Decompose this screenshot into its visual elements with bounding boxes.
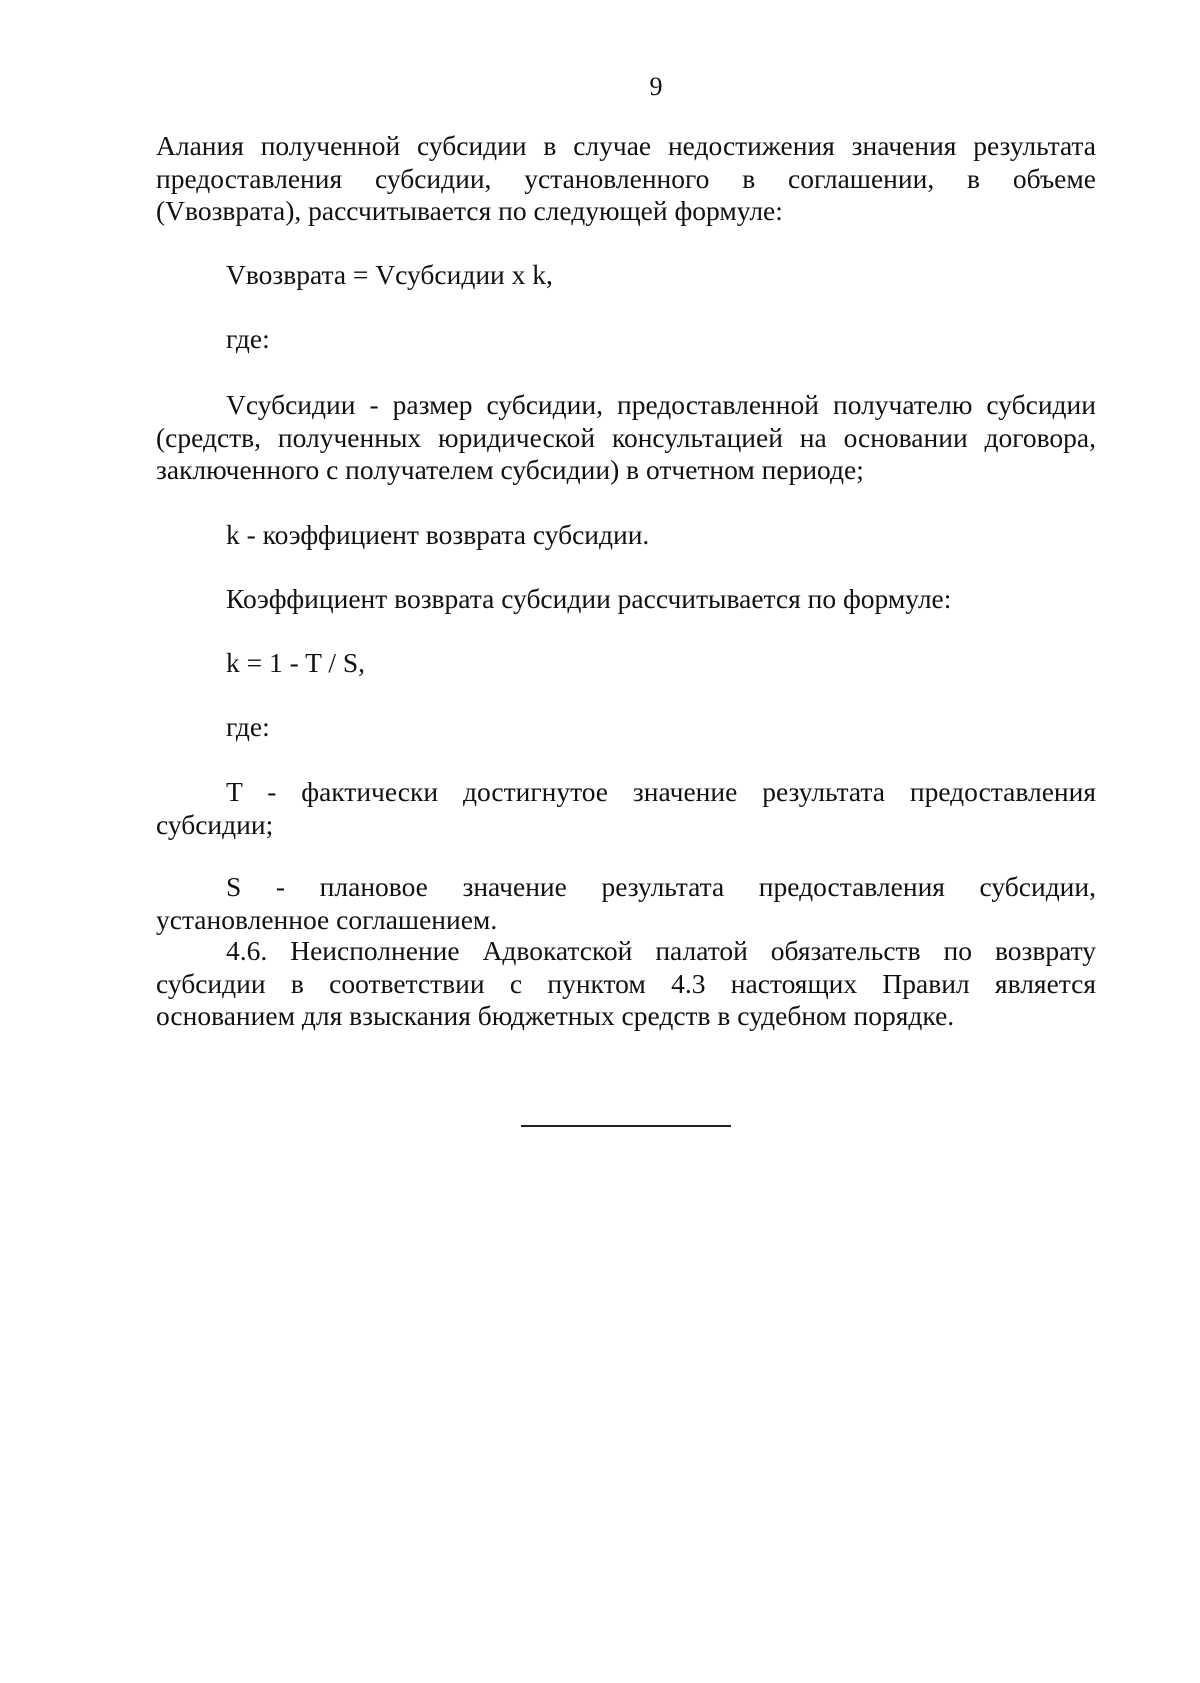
- end-of-document-rule: [521, 1125, 731, 1127]
- t-definition: [156, 776, 1096, 841]
- where-label-2: где:: [226, 711, 270, 742]
- return-formula: Vвозврата = Vсубсидии x k,: [226, 259, 553, 290]
- p46-line-3: основанием для взыскания бюджетных средств в судебном порядке.: [156, 1000, 955, 1031]
- intro-line-2: предоставления субсидии, установленного в соглашении, в объеме: [156, 162, 1096, 194]
- where-label-1: где:: [226, 323, 270, 354]
- k-formula: k = 1 - T / S,: [226, 647, 366, 678]
- vsubsidy-line-2: (средств, полученных юридической консультацией на основании договора,: [156, 421, 1096, 453]
- k-definition: k - коэффициент возврата субсидии.: [226, 519, 650, 550]
- s-line-1: S - плановое значение результата предоставления субсидии,: [226, 871, 1096, 902]
- p46-line-2: субсидии в соответствии с пунктом 4.3 настоящих Правил является: [156, 967, 1096, 999]
- intro-line-1: Алания полученной субсидии в случае недостижения значения результата: [156, 130, 1096, 161]
- vsubsidy-line-3: заключенного с получателем субсидии) в отчетном периоде;: [156, 454, 864, 485]
- paragraph-4-6: [156, 935, 1096, 1033]
- t-line-2: субсидии;: [156, 808, 274, 840]
- s-definition: [156, 871, 1096, 936]
- vsubsidy-definition: [156, 389, 1096, 487]
- t-line-1: T - фактически достигнутое значение результата предоставления: [226, 776, 1096, 807]
- s-line-2: установленное соглашением.: [156, 903, 498, 935]
- intro-line-3: (Vвозврата), рассчитывается по следующей формуле:: [156, 195, 783, 226]
- intro-paragraph: [156, 130, 1096, 228]
- p46-line-1: 4.6. Неисполнение Адвокатской палатой обязательств по возврату: [226, 935, 1096, 966]
- coefficient-intro: Коэффициент возврата субсидии рассчитывается по формуле:: [226, 583, 952, 614]
- page-number: 9: [649, 72, 663, 101]
- vsubsidy-line-1: Vсубсидии - размер субсидии, предоставленной получателю субсидии: [226, 389, 1096, 420]
